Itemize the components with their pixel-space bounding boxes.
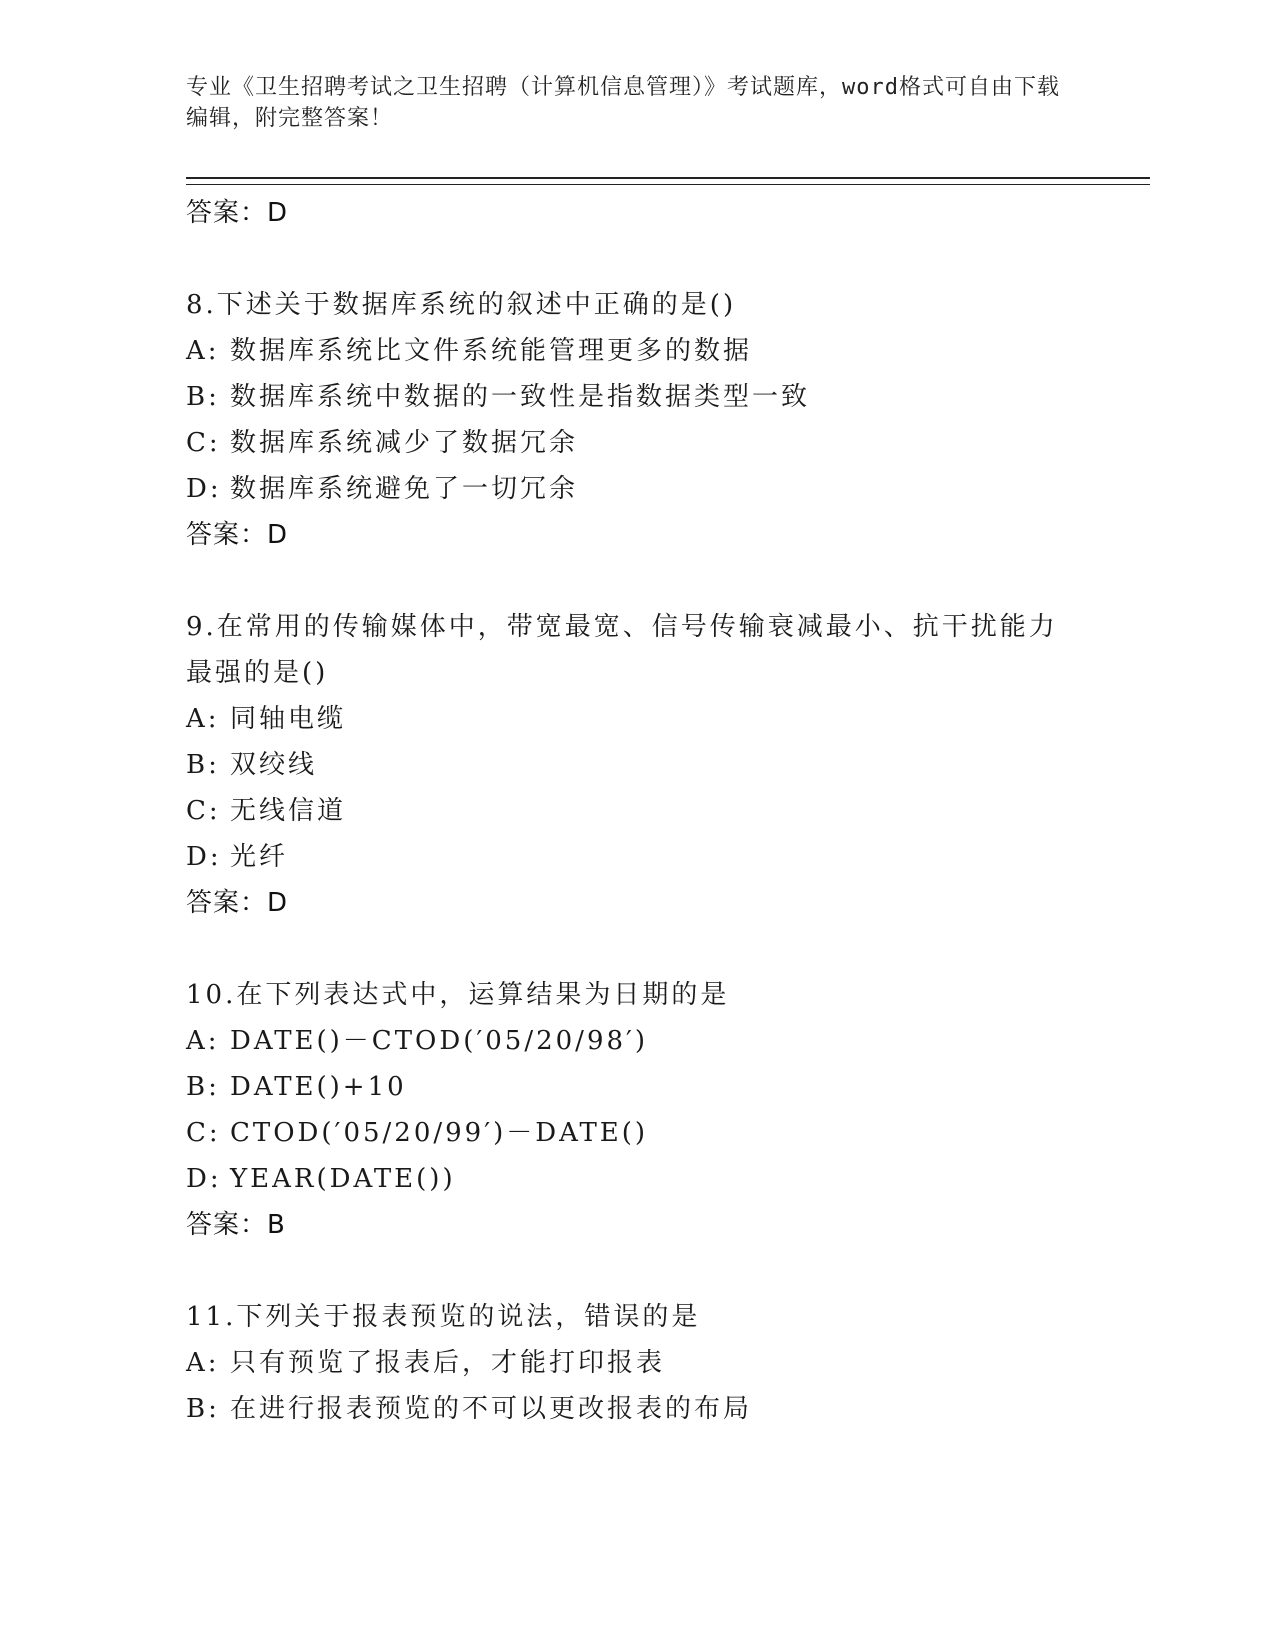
option-b <box>186 742 1146 788</box>
answer-line: 答案：D <box>186 520 289 550</box>
answer-line: 答案：D <box>186 888 289 918</box>
spacer <box>186 926 1146 972</box>
spacer <box>186 558 1146 604</box>
option-text: CTOD(′05/20/99′)－DATE() <box>230 1118 649 1148</box>
header-divider <box>186 177 1150 185</box>
answer-line: 答案：B <box>186 1210 286 1240</box>
option-text: 数据库系统比文件系统能管理更多的数据 <box>230 336 753 366</box>
option-label: D: <box>186 474 222 504</box>
question-stem: 9.在常用的传输媒体中，带宽最宽、信号传输衰减最小、抗干扰能力最强的是() <box>186 612 1058 688</box>
question-stem: 11.下列关于报表预览的说法，错误的是 <box>186 1302 701 1332</box>
option-label: C: <box>186 1118 221 1148</box>
option-a <box>186 1340 1146 1386</box>
option-b <box>186 374 1146 420</box>
option-a <box>186 328 1146 374</box>
option-label: A: <box>186 1026 220 1056</box>
option-text: DATE()－CTOD(′05/20/98′) <box>230 1026 649 1056</box>
option-d <box>186 466 1146 512</box>
spacer <box>186 1248 1146 1294</box>
answer-line: 答案：D <box>186 198 289 228</box>
question-stem: 10.在下列表达式中，运算结果为日期的是 <box>186 980 730 1010</box>
document-header: 专业《卫生招聘考试之卫生招聘（计算机信息管理）》考试题库，word格式可自由下载编辑，附完整答案！ <box>186 75 1060 131</box>
option-label: C: <box>186 428 221 458</box>
option-label: B: <box>186 382 220 412</box>
option-c <box>186 420 1146 466</box>
option-b <box>186 1386 1146 1432</box>
option-label: A: <box>186 1348 220 1378</box>
option-text: 无线信道 <box>230 796 347 826</box>
option-label: D: <box>186 842 222 872</box>
question-list <box>186 190 1146 1432</box>
question-block <box>186 972 1146 1248</box>
option-b <box>186 1064 1146 1110</box>
option-text: 数据库系统避免了一切冗余 <box>230 474 579 504</box>
option-text: 光纤 <box>230 842 289 872</box>
option-text: YEAR(DATE()) <box>230 1164 456 1194</box>
option-c <box>186 788 1146 834</box>
option-d <box>186 1156 1146 1202</box>
option-label: B: <box>186 1394 220 1424</box>
option-text: 只有预览了报表后，才能打印报表 <box>230 1348 666 1378</box>
option-text: 双绞线 <box>230 750 318 780</box>
option-text: 数据库系统中数据的一致性是指数据类型一致 <box>230 382 811 412</box>
option-a <box>186 696 1146 742</box>
question-block <box>186 282 1146 558</box>
option-label: C: <box>186 796 221 826</box>
question-block <box>186 1294 1146 1432</box>
question-block <box>186 604 1146 926</box>
option-text: DATE()+10 <box>230 1072 407 1102</box>
option-a <box>186 1018 1146 1064</box>
option-label: A: <box>186 704 220 734</box>
option-d <box>186 834 1146 880</box>
option-text: 同轴电缆 <box>230 704 347 734</box>
option-label: A: <box>186 336 220 366</box>
option-text: 在进行报表预览的不可以更改报表的布局 <box>230 1394 753 1424</box>
option-label: D: <box>186 1164 222 1194</box>
option-label: B: <box>186 1072 220 1102</box>
spacer <box>186 236 1146 282</box>
question-stem: 8.下述关于数据库系统的叙述中正确的是() <box>186 290 737 320</box>
option-label: B: <box>186 750 220 780</box>
option-c <box>186 1110 1146 1156</box>
option-text: 数据库系统减少了数据冗余 <box>230 428 579 458</box>
